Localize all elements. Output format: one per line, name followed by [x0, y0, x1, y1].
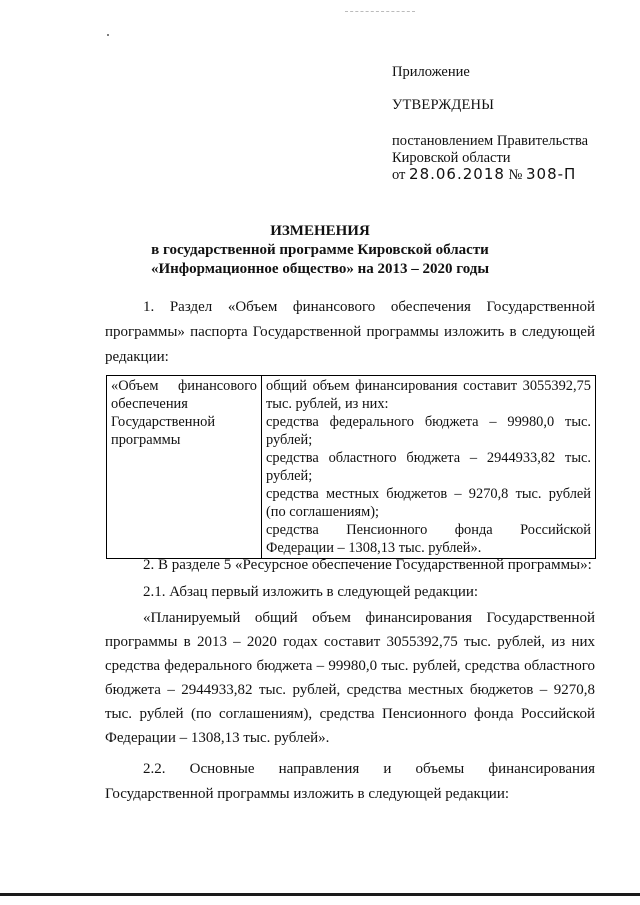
- document-title: [0, 222, 640, 279]
- section-2-paragraph: 2. В разделе 5 «Ресурсное обеспечение Государственной программы»:: [143, 557, 592, 573]
- decree-line-1: постановлением Правительства: [392, 133, 589, 149]
- scan-artifact: [107, 34, 109, 36]
- decree-line-2: Кировской области: [392, 150, 511, 166]
- handwritten-date: 28.06.2018: [409, 165, 505, 183]
- cell-line-federal: средства федерального бюджета – 99980,0 тыс. рублей;: [266, 414, 591, 448]
- title-line-1: ИЗМЕНЕНИЯ: [270, 223, 370, 239]
- cell-line-total: общий объем финансирования составит 3055392,75 тыс. рублей, из них:: [266, 378, 591, 412]
- appendix-label: Приложение: [392, 64, 470, 80]
- cell-line-pension: средства Пенсионного фонда Российской Федерации – 1308,13 тыс. рублей».: [266, 522, 591, 556]
- section-2-2-paragraph: 2.2. Основные направления и объемы финансирования Государственной программы изложить в следующей редакции:: [105, 761, 595, 802]
- page-bottom-border: [0, 893, 640, 896]
- approved-label: УТВЕРЖДЕНЫ: [392, 97, 495, 113]
- handwritten-number: 308-П: [526, 165, 577, 183]
- table-right-cell: [262, 376, 596, 559]
- title-line-3: «Информационное общество» на 2013 – 2020 годы: [150, 261, 490, 277]
- decree-date-line: [392, 166, 576, 183]
- cell-line-local: средства местных бюджетов – 9270,8 тыс. рублей (по соглашениям);: [266, 486, 591, 520]
- section-2-1-paragraph: 2.1. Абзац первый изложить в следующей редакции:: [143, 584, 479, 600]
- section-1-paragraph: 1. Раздел «Объем финансового обеспечения Государственной программы» паспорта Государственной программы изложить в следующей редакции:: [105, 299, 595, 365]
- number-sign: №: [508, 167, 523, 183]
- quoted-paragraph: «Планируемый общий объем финансирования Государственной программы в 2013 – 2020 годах составит 3055392,75 тыс. рублей, из них средства федерального бюджета – 99980,0 тыс. рублей, средства областного бюджета – 2944933,82 тыс. рублей, средства местных бюджетов – 9270,8 тыс. рублей (по соглашениям), средства Пенсионного фонда Российской Федерации – 1308,13 тыс. рублей».: [105, 610, 595, 746]
- passport-table: [106, 375, 596, 559]
- title-line-2: в государственной программе Кировской области: [151, 242, 489, 258]
- scan-artifact: [345, 11, 415, 13]
- table-row: [107, 376, 596, 559]
- date-prefix: от: [392, 167, 406, 183]
- cell-line-regional: средства областного бюджета – 2944933,82 тыс. рублей;: [266, 450, 591, 484]
- table-left-cell: «Объем финансового обеспечения Государственной программы: [107, 376, 262, 559]
